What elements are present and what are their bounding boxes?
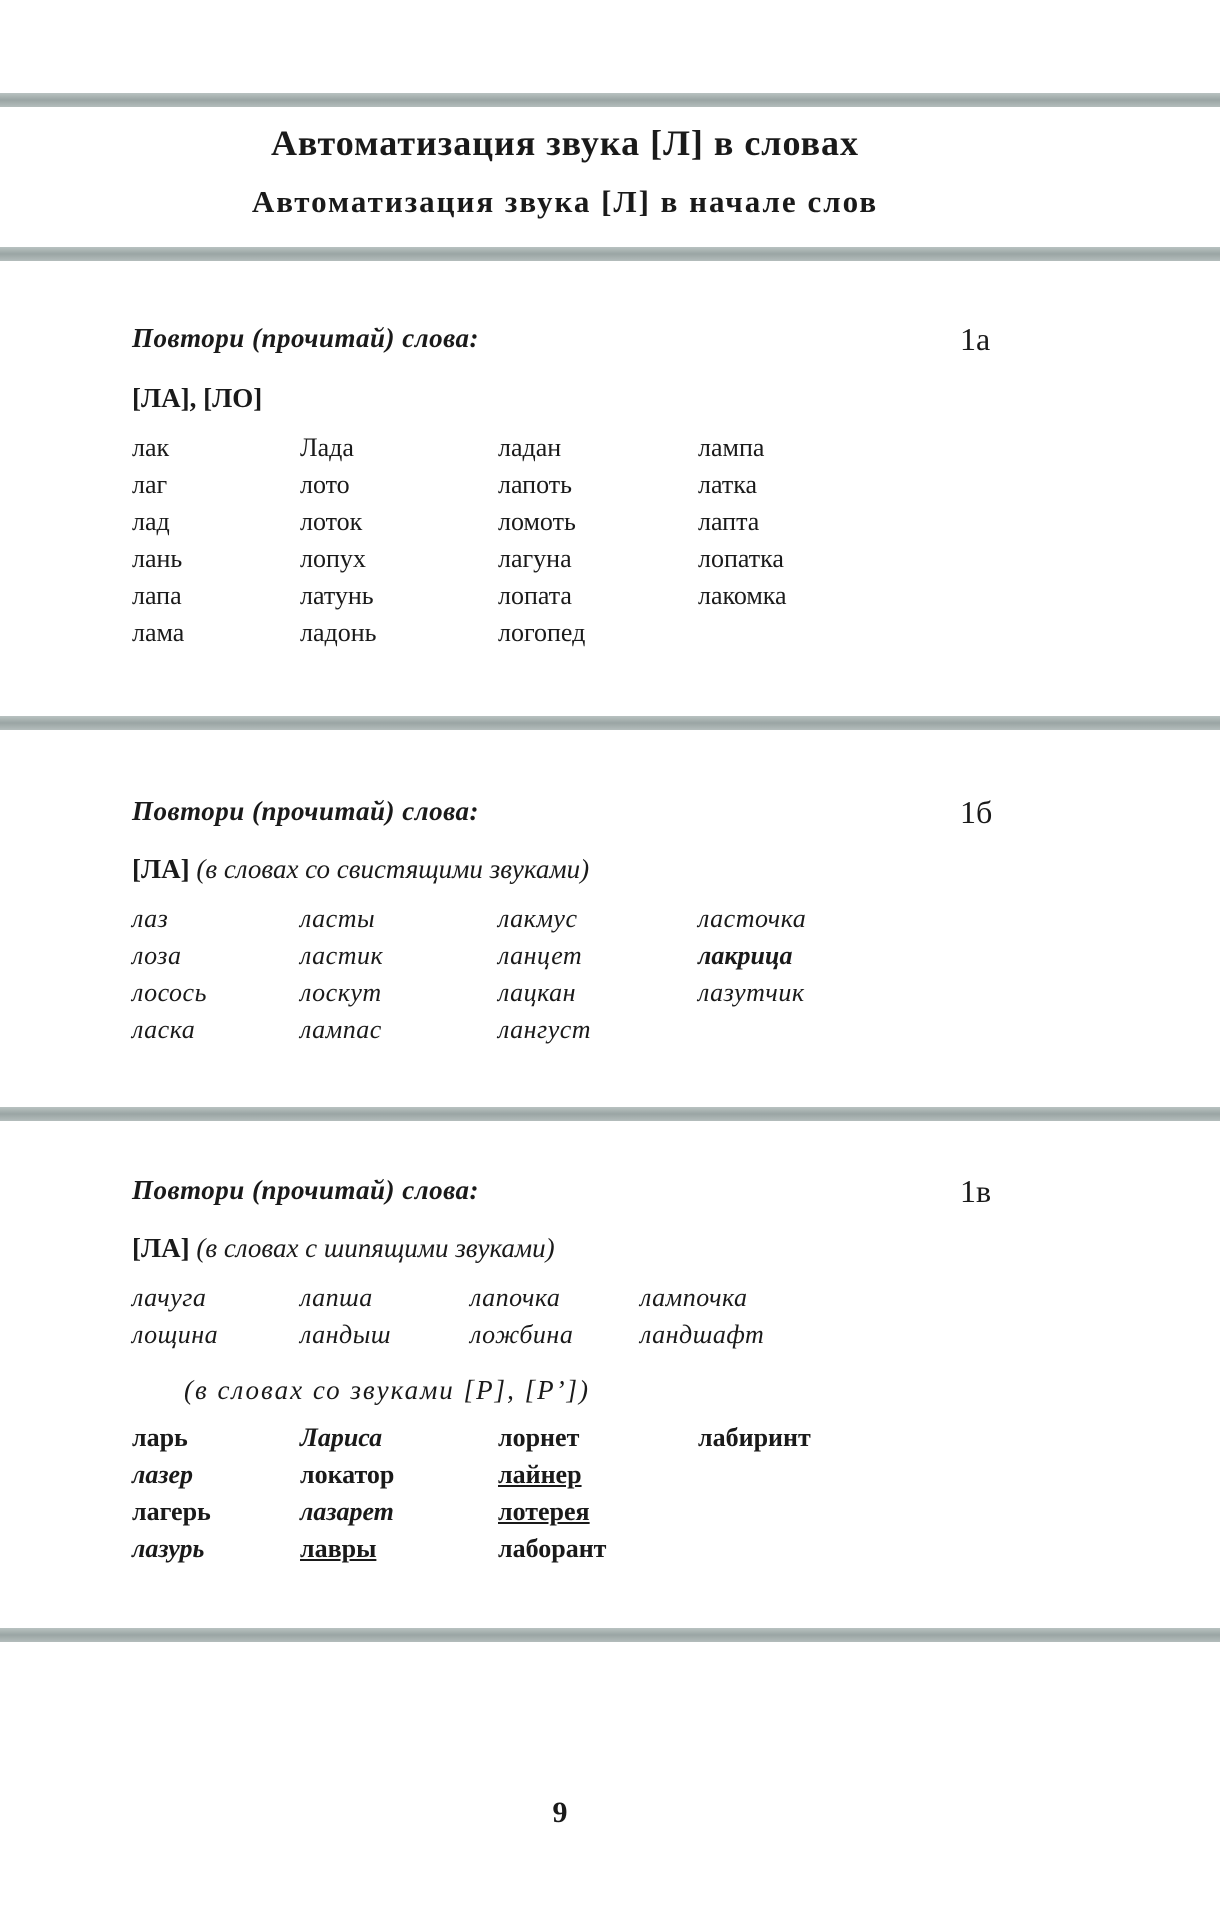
page-title: Автоматизация звука [Л] в словах [270, 123, 860, 163]
exercise-number: 1а [960, 321, 991, 357]
word: лачуга [132, 1283, 207, 1312]
word: лаборант [498, 1534, 607, 1563]
word: лазурь [132, 1534, 205, 1563]
word: Лада [300, 433, 354, 462]
word: лазер [132, 1460, 194, 1489]
word: лампа [698, 433, 765, 462]
word: лавры [300, 1534, 377, 1563]
word: лорнет [498, 1423, 580, 1452]
exercise-number: 1б [960, 794, 993, 830]
word: лопатка [698, 544, 784, 573]
word: ландшафт [640, 1320, 765, 1349]
exercise-number: 1в [960, 1173, 992, 1209]
page-subtitle: Автоматизация звука [Л] в начале слов [251, 184, 879, 219]
top-divider-band [0, 93, 1220, 107]
section-divider-band [0, 1107, 1220, 1121]
word: лагерь [132, 1497, 211, 1526]
word: логопед [498, 618, 586, 647]
word: ларь [132, 1423, 188, 1452]
word: лоскут [300, 978, 382, 1007]
word: лапша [300, 1283, 373, 1312]
word: лапа [132, 581, 182, 610]
sound-note: (в словах со звуками [Р], [Р’]) [184, 1375, 591, 1405]
word: лаг [132, 470, 168, 499]
word: лаз [132, 904, 169, 933]
section-divider-band [0, 716, 1220, 730]
word: лампочка [640, 1283, 748, 1312]
word: лань [132, 544, 183, 573]
word: ластик [300, 941, 384, 970]
word: лото [300, 470, 350, 499]
word: латунь [300, 581, 374, 610]
word: локатор [300, 1460, 395, 1489]
word: лоза [132, 941, 182, 970]
exercise-instruction: Повтори (прочитай) слова: [132, 796, 479, 826]
sound-heading: [ЛА] (в словах со свистящими звуками) [132, 854, 590, 884]
word: ласты [300, 904, 376, 933]
word: лоток [300, 507, 363, 536]
word: лайнер [498, 1460, 582, 1489]
word: лакрица [698, 941, 793, 970]
word: лазутчик [698, 978, 805, 1007]
word: ланцет [498, 941, 583, 970]
sound-note: (в словах с шипящими звуками) [196, 1233, 555, 1263]
word: лапта [698, 507, 760, 536]
word: лама [132, 618, 185, 647]
word: лабиринт [698, 1423, 811, 1452]
word: лапочка [470, 1283, 561, 1312]
word: лак [132, 433, 170, 462]
exercise-instruction: Повтори (прочитай) слова: [132, 323, 479, 353]
word: лощина [132, 1320, 219, 1349]
word: ландыш [300, 1320, 391, 1349]
word: лацкан [498, 978, 577, 1007]
sound-heading: [ЛА], [ЛО] [132, 383, 263, 413]
word: латка [698, 470, 757, 499]
word: лакмус [498, 904, 578, 933]
word: лопух [300, 544, 366, 573]
word: лазарет [300, 1497, 394, 1526]
word: лапоть [498, 470, 572, 499]
word: лагуна [498, 544, 572, 573]
sound-heading: [ЛА] (в словах с шипящими звуками) [132, 1233, 555, 1263]
word: ломоть [498, 507, 576, 536]
bottom-divider-band [0, 1628, 1220, 1642]
word: ласточка [698, 904, 807, 933]
word: ласка [132, 1015, 196, 1044]
word: лампас [300, 1015, 382, 1044]
word: ложбина [470, 1320, 574, 1349]
sound-note: (в словах со свистящими звуками) [196, 854, 590, 884]
exercise-instruction: Повтори (прочитай) слова: [132, 1175, 479, 1205]
word: лакомка [698, 581, 787, 610]
word: ладонь [300, 618, 377, 647]
header-bottom-band [0, 247, 1220, 261]
word: Лариса [300, 1423, 383, 1452]
word: лопата [498, 581, 572, 610]
word: лад [132, 507, 170, 536]
word: ладан [498, 433, 562, 462]
word: лангуст [498, 1015, 592, 1044]
word: лотерея [498, 1497, 590, 1526]
page-number: 9 [552, 1796, 568, 1829]
word: лосось [132, 978, 207, 1007]
